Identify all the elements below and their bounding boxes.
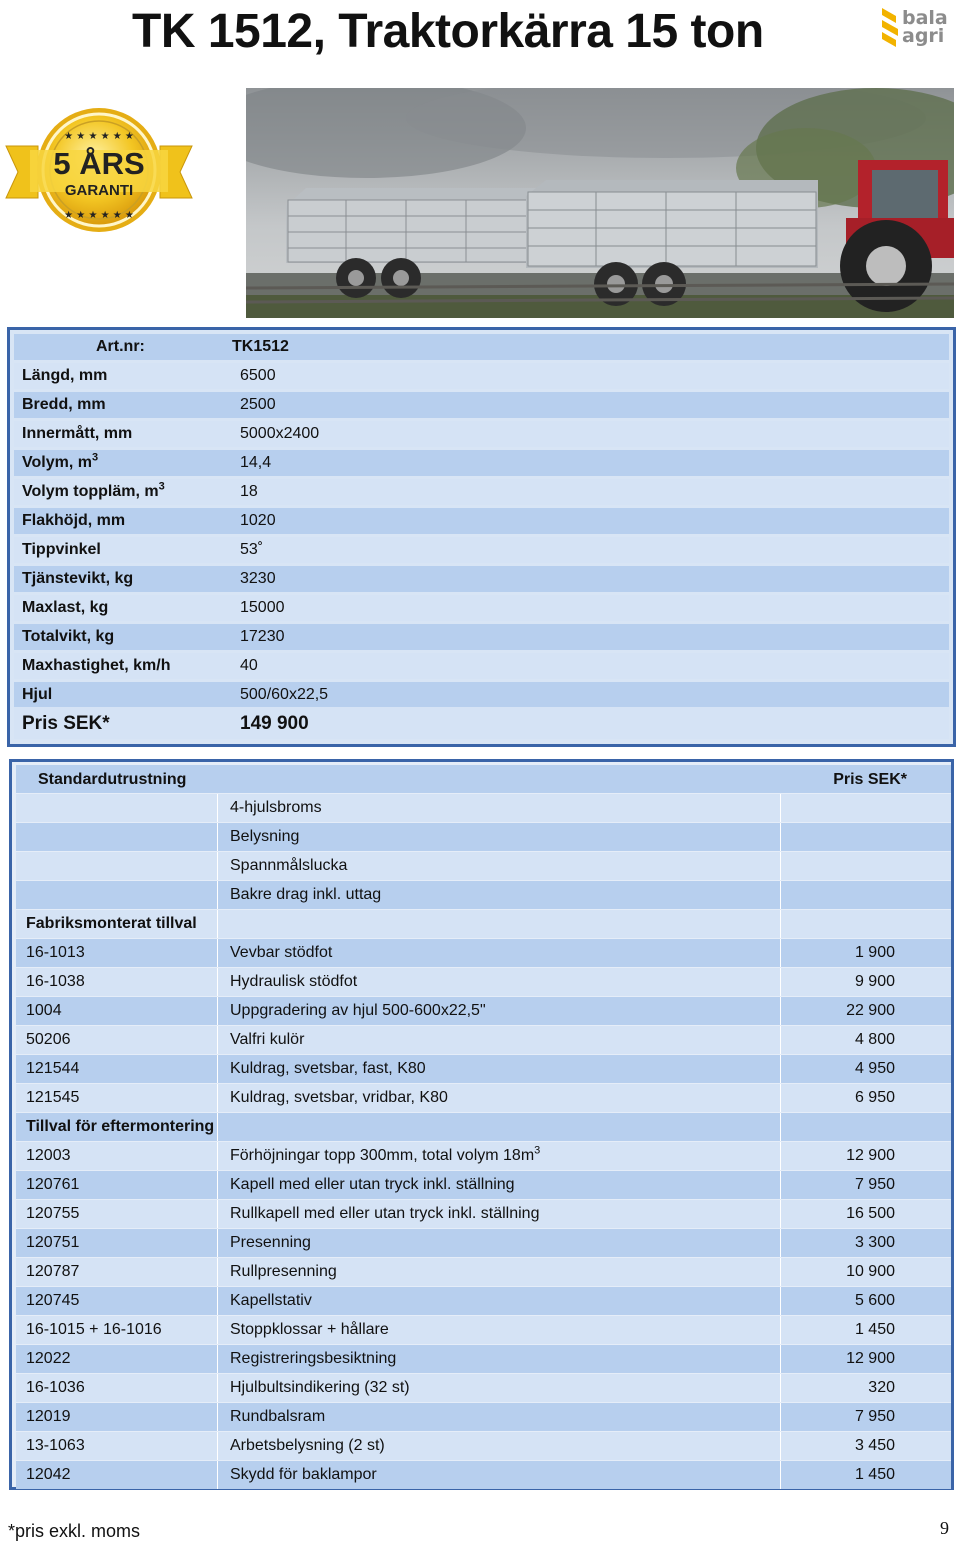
article-number: 12022: [16, 1345, 218, 1373]
price: 4 950: [854, 1060, 895, 1077]
options-table: [9, 759, 954, 1490]
table-row: [16, 881, 951, 909]
spec-label: Art.nr:: [96, 338, 145, 355]
table-row: [16, 939, 951, 967]
table-row: [16, 1316, 951, 1344]
spec-row: [14, 624, 949, 650]
table-row: [16, 794, 951, 822]
article-number: 16-1038: [16, 968, 218, 996]
article-number: 12042: [16, 1461, 218, 1489]
spec-row: [14, 566, 949, 592]
spec-row: [14, 595, 949, 621]
warranty-badge: [4, 106, 194, 234]
table-row: [16, 1374, 951, 1402]
logo-text-line1: bala: [902, 7, 948, 29]
price: 9 900: [854, 973, 895, 990]
spec-label: Tjänstevikt, kg: [22, 570, 134, 587]
description: Uppgradering av hjul 500-600x22,5": [219, 997, 781, 1025]
price: 22 900: [846, 1002, 895, 1019]
article-number: 120787: [16, 1258, 218, 1286]
spec-value: 15000: [240, 599, 285, 616]
spec-value: 6500: [240, 367, 276, 384]
spec-value: 40: [240, 657, 258, 674]
description: Rundbalsram: [219, 1403, 781, 1431]
spec-label: Bredd, mm: [22, 396, 106, 413]
description: Hydraulisk stödfot: [219, 968, 781, 996]
spec-value: 53˚: [240, 541, 264, 558]
article-number: 16-1015 + 16-1016: [16, 1316, 218, 1344]
spec-row: [14, 421, 949, 447]
price-label: Pris SEK*: [22, 713, 110, 734]
table-row: [16, 1142, 951, 1170]
description: 4-hjulsbroms: [219, 794, 781, 822]
spec-row-art-nr: [14, 334, 949, 360]
article-number: 121545: [16, 1084, 218, 1112]
article-number: [16, 823, 218, 851]
svg-text:★ ★ ★ ★ ★ ★: ★ ★ ★ ★ ★ ★: [64, 131, 134, 142]
price: 5 600: [854, 1292, 895, 1309]
spec-value: 18: [240, 483, 258, 500]
description: Spannmålslucka: [219, 852, 781, 880]
price: 12 900: [846, 1147, 895, 1164]
price: 16 500: [846, 1205, 895, 1222]
description: Kuldrag, svetsbar, fast, K80: [219, 1055, 781, 1083]
price-column-heading: Pris SEK*: [833, 771, 907, 788]
spec-label: Maxlast, kg: [22, 599, 109, 616]
price: [782, 910, 951, 938]
price: 7 950: [854, 1408, 895, 1425]
svg-text:★ ★ ★ ★ ★ ★: ★ ★ ★ ★ ★ ★: [64, 210, 134, 221]
section-heading-row: [16, 910, 951, 938]
section-heading: Fabriksmonterat tillval: [16, 910, 218, 938]
spec-row: [14, 682, 949, 708]
description: Bakre drag inkl. uttag: [219, 881, 781, 909]
article-number: 120761: [16, 1171, 218, 1199]
article-number: 120755: [16, 1200, 218, 1228]
description: Skydd för baklampor: [219, 1461, 781, 1489]
standard-equipment-heading: Standardutrustning: [38, 771, 187, 788]
section-heading: Tillval för eftermontering: [16, 1113, 218, 1141]
table-row: [16, 968, 951, 996]
spec-table: [7, 327, 956, 747]
description: Kuldrag, svetsbar, vridbar, K80: [219, 1084, 781, 1112]
badge-text-years: 5 ÅRS: [53, 146, 145, 181]
description: Rullkapell med eller utan tryck inkl. ställning: [219, 1200, 781, 1228]
price: 3 300: [854, 1234, 895, 1251]
page-number: 9: [940, 1518, 949, 1538]
footnote: *pris exkl. moms: [8, 1521, 141, 1541]
description: Presenning: [219, 1229, 781, 1257]
price: 1 450: [854, 1321, 895, 1338]
article-number: 1004: [16, 997, 218, 1025]
description: Stoppklossar + hållare: [219, 1316, 781, 1344]
table-row: [16, 1345, 951, 1373]
price: [782, 852, 951, 880]
article-number: 12019: [16, 1403, 218, 1431]
description: Rullpresenning: [219, 1258, 781, 1286]
spec-label: Volym, $m^3$: [22, 451, 99, 471]
description: [219, 910, 781, 938]
description: Vevbar stödfot: [219, 939, 781, 967]
description: Belysning: [219, 823, 781, 851]
product-photo: [246, 88, 954, 318]
description: Kapellstativ: [219, 1287, 781, 1315]
bala-agri-logo: [876, 6, 958, 50]
price: [782, 823, 951, 851]
page-title: TK 1512, Traktorkärra 15 ton: [132, 5, 764, 58]
description: Registreringsbesiktning: [219, 1345, 781, 1373]
price: [782, 794, 951, 822]
price: 6 950: [854, 1089, 895, 1106]
article-number: [16, 881, 218, 909]
description: Hjulbultsindikering (32 st): [219, 1374, 781, 1402]
spec-row: [14, 508, 949, 534]
price: [782, 1113, 951, 1141]
price: 320: [868, 1379, 895, 1396]
options-header: [16, 765, 951, 793]
price: 3 450: [854, 1437, 895, 1454]
table-row: [16, 1026, 951, 1054]
price: 4 800: [854, 1031, 895, 1048]
article-number: [16, 852, 218, 880]
description: [219, 1113, 781, 1141]
spec-row: [14, 392, 949, 418]
table-row: [16, 1287, 951, 1315]
article-number: 50206: [16, 1026, 218, 1054]
spec-label: Flakhöjd, mm: [22, 512, 126, 529]
spec-label: Maxhastighet, km/h: [22, 657, 171, 674]
table-row: [16, 1200, 951, 1228]
table-row: [16, 1258, 951, 1286]
badge-text-warranty: GARANTI: [64, 182, 134, 199]
article-number: 16-1013: [16, 939, 218, 967]
spec-label: Volym toppläm, $m^3$: [22, 480, 165, 500]
price: 12 900: [846, 1350, 895, 1367]
spec-row: [14, 653, 949, 679]
description: Kapell med eller utan tryck inkl. ställning: [219, 1171, 781, 1199]
price: 7 950: [854, 1176, 895, 1193]
spec-value: 2500: [240, 396, 276, 413]
spec-value: 500/60x22,5: [240, 686, 329, 703]
price: 1 900: [854, 944, 895, 961]
section-heading-row: [16, 1113, 951, 1141]
table-row: [16, 997, 951, 1025]
spec-row: [14, 450, 949, 476]
logo-text-line2: agri: [902, 25, 945, 47]
spec-value: 3230: [240, 570, 276, 587]
spec-label: Totalvikt, kg: [22, 628, 115, 645]
article-number: 13-1063: [16, 1432, 218, 1460]
table-row: [16, 1171, 951, 1199]
table-row: [16, 1229, 951, 1257]
table-row: [16, 1461, 951, 1489]
spec-price-row: [14, 707, 949, 739]
price: 10 900: [846, 1263, 895, 1280]
spec-value: TK1512: [232, 338, 289, 355]
article-number: 120745: [16, 1287, 218, 1315]
spec-label: Längd, mm: [22, 367, 108, 384]
spec-value: 17230: [240, 628, 285, 645]
table-row: [16, 823, 951, 851]
spec-row: [14, 363, 949, 389]
price-value: 149 900: [240, 713, 309, 734]
table-row: [16, 1084, 951, 1112]
spec-label: Hjul: [22, 686, 53, 703]
description: Arbetsbelysning (2 st): [219, 1432, 781, 1460]
spec-value: 5000x2400: [240, 425, 320, 442]
article-number: [16, 794, 218, 822]
table-row: [16, 852, 951, 880]
table-row: [16, 1403, 951, 1431]
article-number: 12003: [16, 1142, 218, 1170]
spec-value: 1020: [240, 512, 276, 529]
table-row: [16, 1432, 951, 1460]
description: Valfri kulör: [219, 1026, 781, 1054]
table-row: [16, 1055, 951, 1083]
spec-label: Tippvinkel: [22, 541, 101, 558]
price: 1 450: [854, 1466, 895, 1483]
spec-label: Innermått, mm: [22, 425, 133, 442]
article-number: 16-1036: [16, 1374, 218, 1402]
spec-value: 14,4: [240, 454, 272, 471]
article-number: 120751: [16, 1229, 218, 1257]
price: [782, 881, 951, 909]
description: Förhöjningar topp 300mm, total volym $18m^3$: [219, 1142, 781, 1170]
spec-row: [14, 537, 949, 563]
spec-row: [14, 479, 949, 505]
article-number: 121544: [16, 1055, 218, 1083]
logo-mark-icon: [876, 6, 902, 50]
